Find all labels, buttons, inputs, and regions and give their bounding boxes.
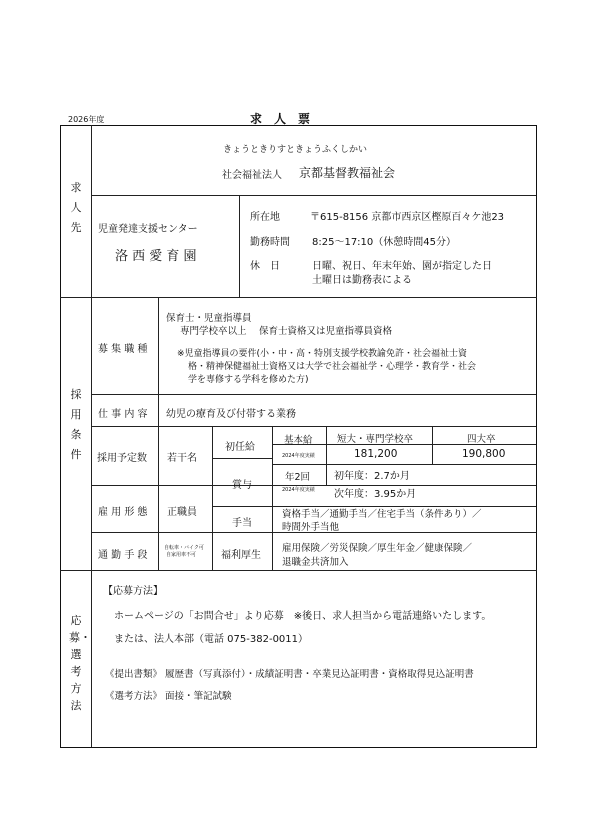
job-value: 幼児の療育及び付帯する業務	[166, 409, 296, 420]
year-label: 2026年度	[68, 115, 105, 124]
col2-value: 190,800	[462, 448, 506, 460]
employer-name-kana: きょうときりすときょうふくしかい	[223, 145, 368, 155]
welfare-label: 福利厚生	[221, 550, 261, 561]
page-title: 求 人 票	[250, 112, 311, 126]
commute-note1: 自転車・バイク可	[164, 545, 204, 551]
employer-side-label: 求人先	[70, 181, 82, 234]
recruit-label: 募 集 職 種	[98, 344, 148, 355]
bonus-note: 2024年度実績	[282, 487, 315, 493]
recruit-note1: ※児童指導員の要件(小・中・高・特別支援学校教諭免許・社会福祉士資	[177, 349, 468, 359]
bonus-times: 年2回	[285, 472, 311, 483]
method-line1: ホームページの「お問合せ」より応募 ※後日、求人担当から電話連絡いたします。	[114, 611, 492, 622]
base-note: 2024年度実績	[282, 453, 315, 459]
corp-type: 社会福祉法人	[222, 170, 282, 181]
bonus-label: 賞与	[232, 480, 252, 491]
planned-label: 採用予定数	[97, 453, 147, 464]
col1-header: 短大・専門学校卒	[337, 434, 414, 445]
allowance-line1: 資格手当／通勤手当／住宅手当（条件あり）／	[282, 509, 482, 520]
welfare-line2: 退職金共済加入	[282, 557, 349, 568]
documents-line: 《提出書類》 履歴書（写真添付）・成績証明書・卒業見込証明書・資格取得見込証明書	[105, 669, 474, 680]
method-line2: または、法人本部（電話 075-382-0011）	[114, 634, 309, 645]
hours-label: 勤務時間	[250, 237, 290, 248]
welfare-line1: 雇用保険／労災保険／厚生年金／健康保険／	[282, 543, 473, 554]
holiday-line1: 日曜、祝日、年末年始、園が指定した日	[312, 261, 492, 272]
address-value: 〒615-8156 京都市西京区樫原百々ケ池23	[310, 212, 505, 223]
holiday-line2: 土曜日は勤務表による	[312, 275, 412, 286]
address-label: 所在地	[250, 212, 280, 223]
method-heading: 【応募方法】	[103, 586, 163, 597]
planned-value: 若干名	[167, 453, 197, 464]
employment-label: 雇 用 形 態	[98, 507, 148, 518]
col1-value: 181,200	[354, 448, 398, 460]
holiday-label: 休 日	[250, 261, 280, 272]
col2-header: 四大卒	[467, 434, 496, 445]
salary-label: 初任給	[225, 442, 255, 453]
base-label: 基本給	[284, 435, 313, 446]
commute-label: 通 勤 手 段	[98, 550, 148, 561]
corp-name: 京都基督教福祉会	[299, 166, 396, 180]
selection-line: 《選考方法》 面接・筆記試験	[105, 691, 232, 702]
conditions-side-label: 採用条件	[70, 388, 82, 461]
recruit-line1: 保育士・児童指導員	[166, 313, 252, 324]
recruit-note2: 格・精神保健福祉士資格又は大学で社会福祉学・心理学・教育学・社会	[188, 362, 477, 372]
commute-note2: 自家用車不可	[166, 552, 197, 558]
allowance-line2: 時間外手当他	[282, 522, 340, 533]
recruit-line2: 専門学校卒以上 保育士資格又は児童指導員資格	[180, 326, 393, 337]
application-side-label: 応募・選考方法	[69, 614, 91, 712]
job-label: 仕 事 内 容	[98, 409, 148, 420]
allowance-label: 手当	[232, 518, 252, 529]
bonus-first: 初年度：2.7か月	[334, 471, 410, 482]
recruit-note3: 学を専修する学科を修めた方)	[188, 375, 309, 385]
employment-value: 正職員	[167, 507, 197, 518]
facility-type: 児童発達支援センター	[98, 224, 198, 235]
bonus-next: 次年度：3.95か月	[334, 489, 417, 500]
hours-value: 8:25～17:10（休憩時間45分）	[312, 237, 456, 248]
facility-name: 洛 西 愛 育 園	[115, 249, 197, 264]
